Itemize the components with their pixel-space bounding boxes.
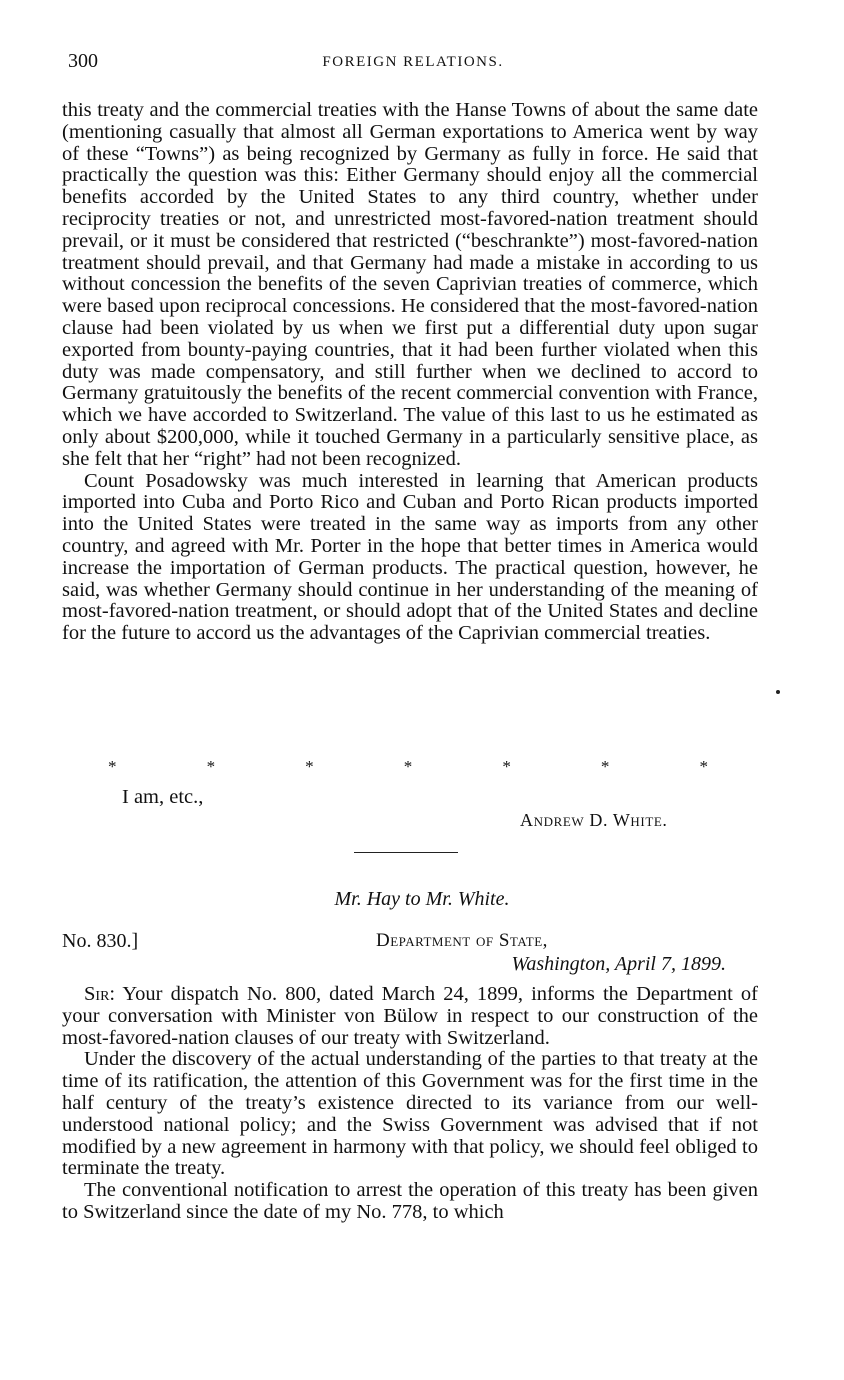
- asterisk: *: [600, 757, 610, 776]
- running-head: FOREIGN RELATIONS.: [322, 54, 504, 70]
- page-header: [68, 50, 758, 80]
- paragraph: [62, 984, 758, 1049]
- paragraph: this treaty and the commercial treaties with the Hanse Towns of about the same date (mentioning casually that almost all German exportations to America went by way of these “Towns”) as being recognized by Germany as fully in force. He said that practically the question was this: Either Germany should enjoy all the commercial benefits accorded by the United States to any third country, whether under reciprocity treaties or not, and unrestricted most-favored-nation treatment should prevail, or it must be considered that restricted (“beschrankte”) most-favored-nation treatment should prevail, and that Germany had made a mistake in according to us without concession the benefits of the seven Caprivian treaties of commerce, which were based upon reciprocal concessions. He considered that the most-favored-nation clause had been violated by us when we first put a differential duty upon sugar exported from bounty-paying countries, that it had been further violated when this duty was made compensatory, and still further when we declined to accord to Germany gratuitously the benefits of the recent commercial convention with France, which we have accorded to Switzerland. The value of this last to us he estimated as only about $200,000, while it touched Germany in a particularly sensitive place, as she felt that her “right” had not been recognized.: [62, 99, 758, 470]
- asterisk: *: [206, 757, 216, 776]
- asterisk: *: [305, 757, 314, 776]
- asterisk: *: [108, 757, 117, 776]
- signature: Andrew D. White.: [520, 810, 668, 830]
- paragraph: Count Posadowsky was much interested in learning that American products imported into Cuba and Porto Rico and Cuban and Porto Rican products imported into the United States were treated in the same way as imports from any other country, and agreed with Mr. Porter in the hope that better times in America would increase the importation of German products. The practical question, however, he said, was whether Germany should continue in her understanding of the meaning of most-favored-nation treatment, or should adopt that of the United States and decline for the future to accord us the advantages of the Caprivian commercial treaties.: [62, 469, 758, 645]
- paragraph: Under the discovery of the actual understanding of the parties to that treaty at the time of its ratification, the attention of this Government was for the first time in the half century of the treaty’s existence directed to its variance from our well-understood national policy; and the Swiss Government was advised that if not modified by a new agreement in harmony with that policy, we should feel obliged to terminate the treaty.: [62, 1048, 758, 1180]
- closing-line: I am, etc.,: [122, 786, 204, 808]
- document-title: Mr. Hay to Mr. White.: [334, 888, 510, 910]
- section-divider: [354, 852, 458, 853]
- paragraph: The conventional notification to arrest the operation of this treaty has been given to Switzerland since the date of my No. 778, to which: [62, 1179, 758, 1223]
- letter-body-continued: [62, 100, 758, 645]
- letter-body: [62, 984, 758, 1224]
- salutation: Sir:: [84, 983, 116, 1005]
- place-and-date: Washington, April 7, 1899.: [511, 953, 726, 975]
- asterisk: *: [502, 757, 511, 776]
- asterisk: *: [403, 757, 413, 776]
- department-heading: Department of State,: [376, 930, 548, 951]
- paragraph-text: Your dispatch No. 800, dated March 24, 1899, informs the Department of your conversation with Minister von Bülow in respect to our construction of the most-favored-nation clauses of our treaty with Switzerland.: [62, 983, 758, 1049]
- margin-mark: [776, 690, 780, 694]
- omission-asterisks: [108, 757, 708, 777]
- document-number: No. 830.]: [62, 930, 139, 952]
- page-number: 300: [68, 50, 98, 72]
- asterisk: *: [699, 757, 708, 776]
